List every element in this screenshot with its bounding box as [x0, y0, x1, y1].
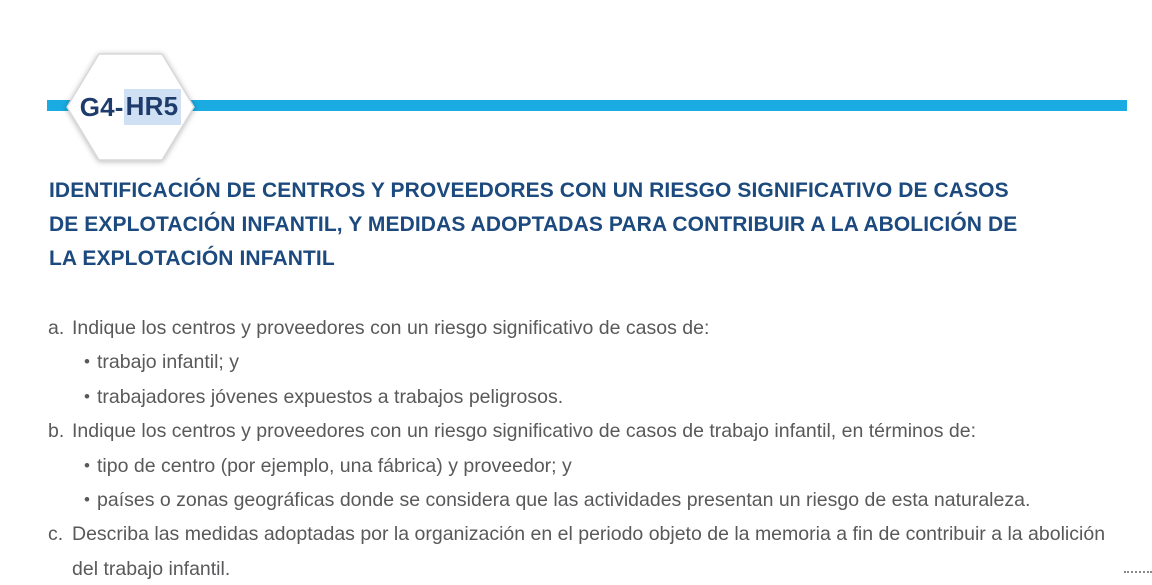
- bullet-icon: •: [84, 352, 90, 372]
- bullet-item: [84, 345, 1110, 379]
- item-label: a.: [48, 317, 65, 339]
- bullet-icon: •: [84, 386, 90, 406]
- item-text: Indique los centros y proveedores con un riesgo significativo de casos de:: [72, 317, 710, 339]
- item-text: Describa las medidas adoptadas por la organización en el periodo objeto de la memoria a fin de contribuir a la abolición del trabajo infantil.: [72, 523, 1106, 580]
- bullet-text: trabajo infantil; y: [97, 351, 239, 374]
- indicator-code-prefix: G4-: [79, 91, 124, 122]
- bullet-icon: •: [84, 490, 90, 510]
- title-line: LA EXPLOTACIÓN INFANTIL: [49, 247, 335, 270]
- item-text: Indique los centros y proveedores con un riesgo significativo de casos de trabajo infantil, en términos de:: [72, 420, 977, 443]
- list-item-c: [48, 517, 1110, 585]
- indicator-hexagon-badge: [66, 52, 195, 162]
- bullet-item: [84, 483, 1110, 517]
- indicator-code-highlighted: HR5: [124, 89, 182, 125]
- bullet-text: países o zonas geográficas donde se considera que las actividades presentan un riesgo de esta naturaleza.: [97, 489, 1031, 512]
- item-label: c.: [48, 523, 64, 546]
- indicator-code: [66, 52, 195, 162]
- accent-rule: [47, 100, 1127, 111]
- guidance-list: [48, 311, 1110, 585]
- bullet-icon: •: [84, 455, 90, 475]
- list-item-b: [48, 414, 1110, 448]
- bullet-text: tipo de centro (por ejemplo, una fábrica) y proveedor; y: [97, 454, 572, 477]
- bullet-item: [84, 449, 1110, 483]
- list-item-a: [48, 311, 1110, 345]
- title-line: DE EXPLOTACIÓN INFANTIL, Y MEDIDAS ADOPTADAS PARA CONTRIBUIR A LA ABOLICIÓN DE: [49, 213, 1018, 236]
- page-edge-dots: [1124, 571, 1152, 573]
- item-label: b.: [48, 420, 65, 443]
- indicator-title: [49, 174, 1017, 276]
- title-line: IDENTIFICACIÓN DE CENTROS Y PROVEEDORES CON UN RIESGO SIGNIFICATIVO DE CASOS: [49, 179, 1009, 202]
- bullet-text: trabajadores jóvenes expuestos a trabajos peligrosos.: [97, 385, 564, 408]
- bullet-item: [84, 380, 1110, 414]
